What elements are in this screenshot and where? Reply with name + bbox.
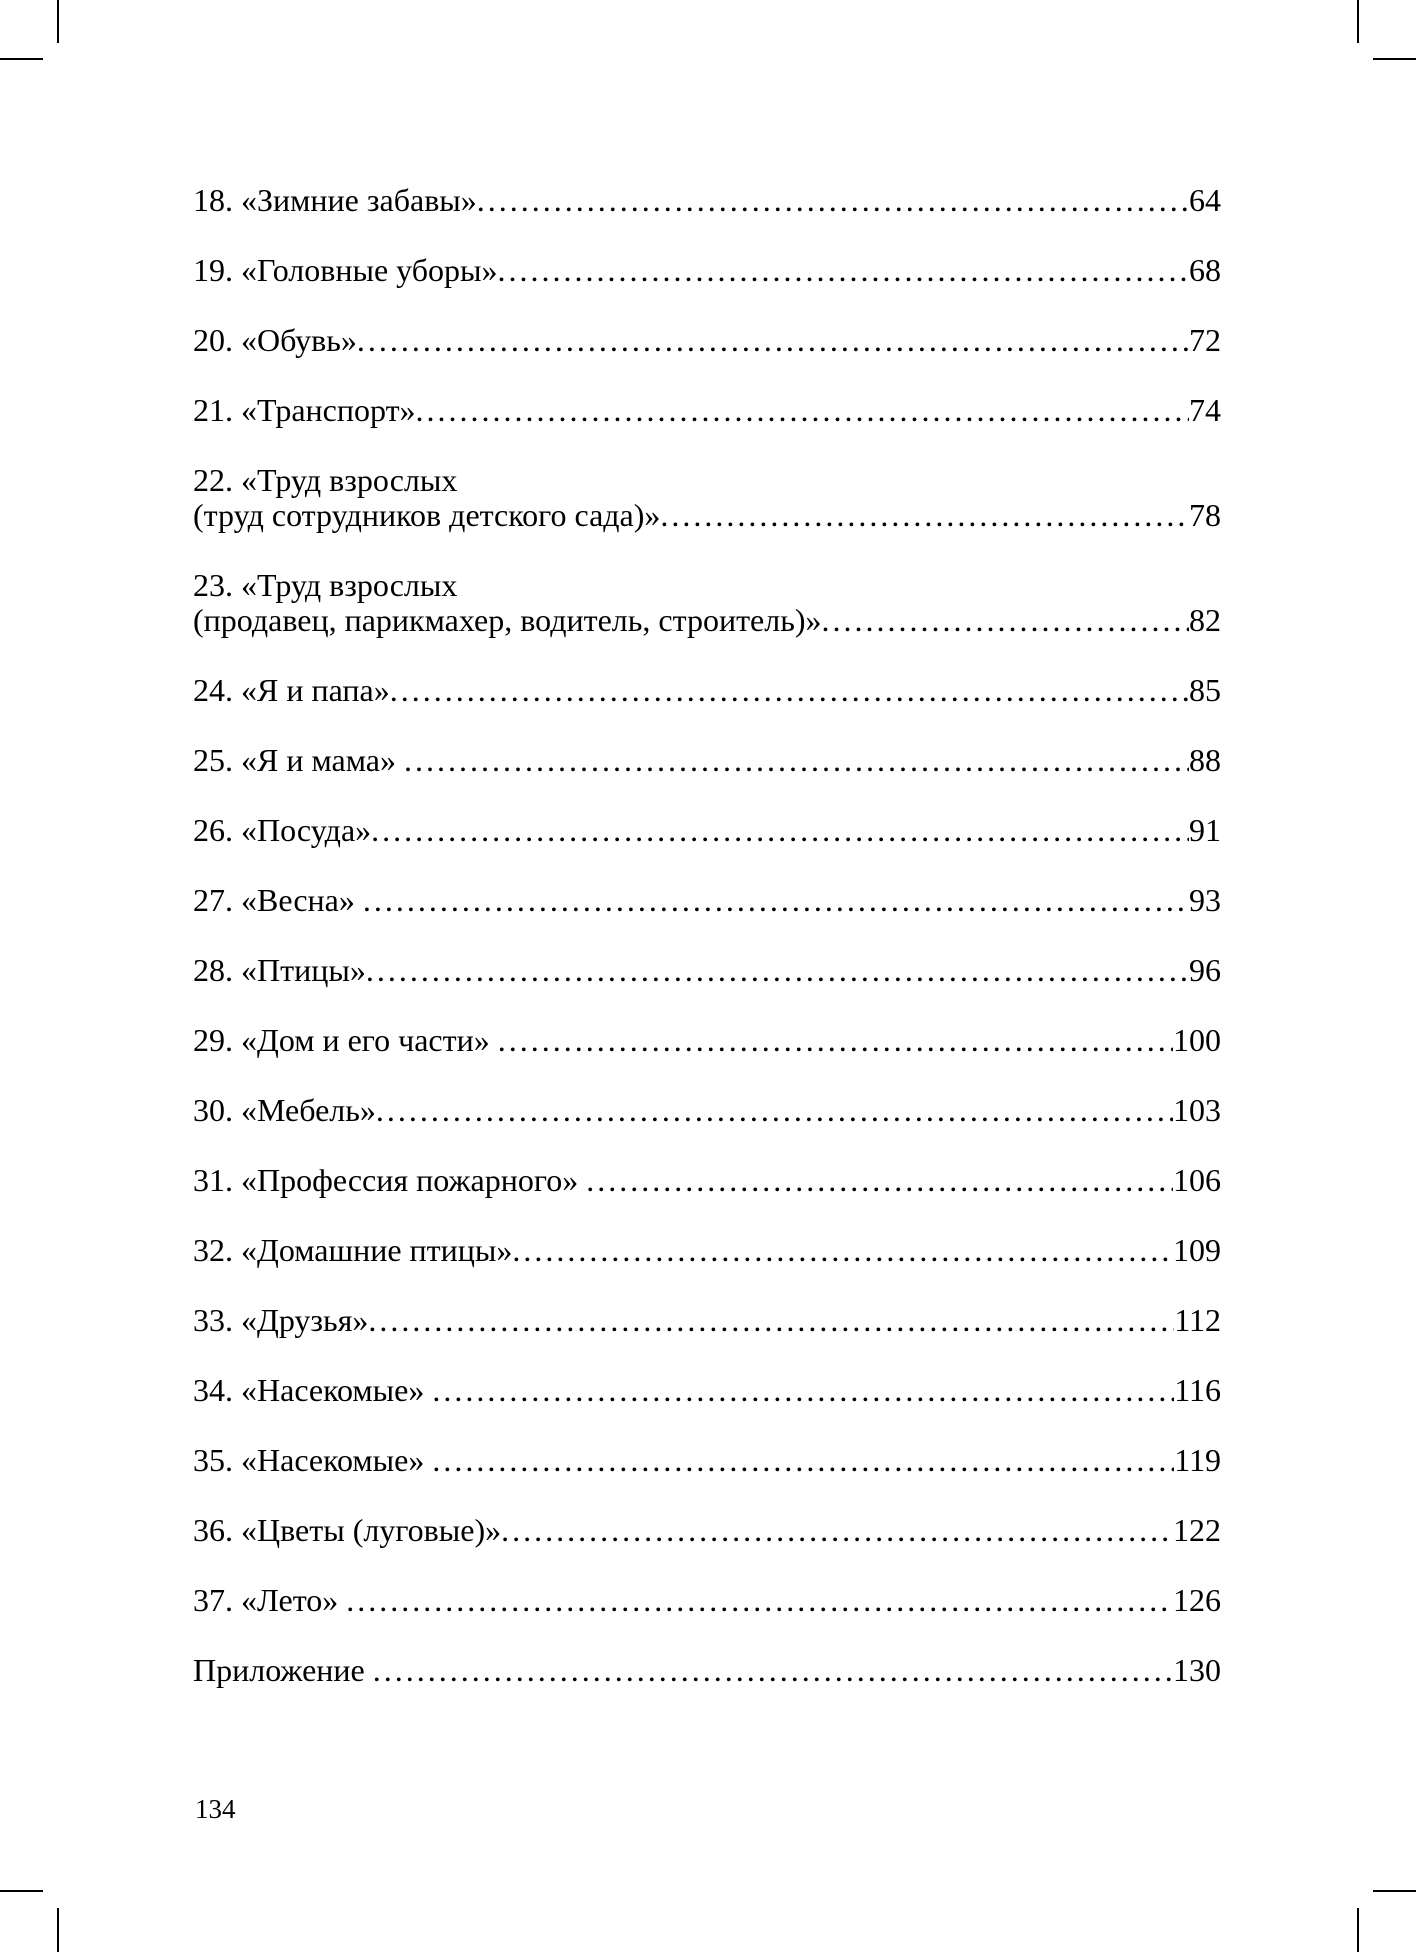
toc-dot-leader: [363, 883, 1189, 918]
toc-entry-row: [193, 1233, 1221, 1268]
toc-entry-title: 29. «Дом и его части»: [193, 1022, 498, 1058]
toc-entry-row: [193, 1513, 1221, 1548]
toc-dot-leader: [376, 1093, 1173, 1128]
toc-entry-row: [193, 183, 1221, 218]
toc-entry: [193, 568, 1221, 638]
crop-mark-top-right-horizontal: [1373, 58, 1416, 60]
toc-entry: [193, 953, 1221, 988]
toc-entry: [193, 1093, 1221, 1128]
toc-entry-title: 33. «Друзья»: [193, 1302, 369, 1338]
toc-entry-page: 78: [1189, 497, 1221, 533]
toc-entry: [193, 183, 1221, 218]
toc-dot-leader: [404, 743, 1189, 778]
toc-entry-line: 22. «Труд взрослых: [193, 462, 458, 498]
toc-dot-leader: [366, 953, 1189, 988]
crop-mark-bottom-left-vertical: [57, 1908, 59, 1952]
toc-entry-page: 109: [1173, 1232, 1221, 1268]
toc-entry: [193, 253, 1221, 288]
toc-dot-leader: [501, 1513, 1173, 1548]
toc-entry-row: [193, 323, 1221, 358]
toc-entry-row: [193, 1093, 1221, 1128]
toc-dot-leader: [432, 1373, 1174, 1408]
toc-entry-page: 116: [1174, 1372, 1221, 1408]
toc-entry: [193, 1443, 1221, 1478]
toc-entry-title: 18. «Зимние забавы»: [193, 182, 477, 218]
toc-dot-leader: [346, 1583, 1173, 1618]
toc-entry-page: 106: [1173, 1162, 1221, 1198]
toc-entry-row: [193, 253, 1221, 288]
toc-entry: [193, 1233, 1221, 1268]
toc-entry: [193, 1023, 1221, 1058]
toc-entry-row: [193, 1653, 1221, 1688]
toc-entry-row: [193, 603, 1221, 638]
toc-entry: [193, 813, 1221, 848]
toc-entry-title: 24. «Я и папа»: [193, 672, 390, 708]
toc-entry: [193, 323, 1221, 358]
toc-dot-leader: [357, 323, 1189, 358]
toc-entry-row: [193, 1303, 1221, 1338]
toc-dot-leader: [477, 183, 1189, 218]
crop-mark-top-right-vertical: [1357, 0, 1359, 43]
toc-entry-title: 32. «Домашние птицы»: [193, 1232, 513, 1268]
toc-dot-leader: [416, 393, 1189, 428]
toc-entry-page: 72: [1189, 322, 1221, 358]
toc-entry-page: 91: [1189, 812, 1221, 848]
toc-entry-row: [193, 813, 1221, 848]
toc-entry: [193, 1513, 1221, 1548]
toc-entry-page: 88: [1189, 742, 1221, 778]
toc-list: [193, 183, 1221, 1723]
toc-entry-row: [193, 673, 1221, 708]
toc-entry: [193, 1303, 1221, 1338]
toc-entry-page: 74: [1189, 392, 1221, 428]
toc-entry-page: 68: [1189, 252, 1221, 288]
toc-entry-row: [193, 953, 1221, 988]
toc-entry-page: 64: [1189, 182, 1221, 218]
crop-mark-bottom-left-horizontal: [0, 1890, 43, 1892]
toc-entry-row: [193, 1023, 1221, 1058]
toc-entry-page: 130: [1173, 1652, 1221, 1688]
toc-entry-page: 82: [1189, 602, 1221, 638]
toc-dot-leader: [373, 1653, 1173, 1688]
toc-entry-title: (труд сотрудников детского сада)»: [193, 497, 661, 533]
toc-dot-leader: [586, 1163, 1173, 1198]
toc-entry-title: 34. «Насекомые»: [193, 1372, 433, 1408]
toc-entry-page: 126: [1173, 1582, 1221, 1618]
toc-entry-page: 112: [1174, 1302, 1221, 1338]
toc-entry: [193, 1583, 1221, 1618]
toc-dot-leader: [498, 253, 1189, 288]
toc-entry-line: 23. «Труд взрослых: [193, 567, 458, 603]
crop-mark-bottom-right-vertical: [1357, 1908, 1359, 1952]
toc-entry: [193, 1653, 1221, 1688]
toc-entry: [193, 883, 1221, 918]
toc-entry-page: 96: [1189, 952, 1221, 988]
page-number: 134: [195, 1794, 236, 1824]
toc-dot-leader: [432, 1443, 1174, 1478]
crop-mark-top-left-horizontal: [0, 58, 43, 60]
toc-entry-page: 119: [1174, 1442, 1221, 1478]
toc-entry-title: 27. «Весна»: [193, 882, 363, 918]
toc-entry: [193, 1163, 1221, 1198]
toc-dot-leader: [660, 498, 1189, 533]
toc-entry-row: [193, 743, 1221, 778]
toc-entry-title: 35. «Насекомые»: [193, 1442, 433, 1478]
toc-entry-title: 20. «Обувь»: [193, 322, 357, 358]
toc-entry-row: [193, 1443, 1221, 1478]
toc-entry-title: (продавец, парикмахер, водитель, строитель)»: [193, 602, 822, 638]
toc-dot-leader: [371, 813, 1189, 848]
toc-entry-page: 100: [1173, 1022, 1221, 1058]
toc-entry-page: 85: [1189, 672, 1221, 708]
toc-entry-title: 28. «Птицы»: [193, 952, 366, 988]
toc-entry-row: [193, 1583, 1221, 1618]
toc-entry-title: 25. «Я и мама»: [193, 742, 404, 778]
toc-dot-leader: [498, 1023, 1173, 1058]
toc-entry-page: 93: [1189, 882, 1221, 918]
toc-entry-row: [193, 1373, 1221, 1408]
toc-entry: [193, 393, 1221, 428]
toc-entry-title: 37. «Лето»: [193, 1582, 347, 1618]
toc-entry-page: 103: [1173, 1092, 1221, 1128]
toc-entry: [193, 673, 1221, 708]
toc-entry-title: 19. «Головные уборы»: [193, 252, 498, 288]
toc-entry-title: Приложение: [193, 1652, 373, 1688]
toc-entry-row: [193, 883, 1221, 918]
crop-mark-top-left-vertical: [57, 0, 59, 43]
toc-entry-title: 26. «Посуда»: [193, 812, 372, 848]
toc-entry-title: 21. «Транспорт»: [193, 392, 416, 428]
toc-entry: [193, 1373, 1221, 1408]
toc-dot-leader: [821, 603, 1189, 638]
toc-entry: [193, 743, 1221, 778]
toc-entry-page: 122: [1173, 1512, 1221, 1548]
toc-entry-row: [193, 498, 1221, 533]
toc-entry-title: 36. «Цветы (луговые)»: [193, 1512, 502, 1548]
toc-entry-title: 31. «Профессия пожарного»: [193, 1162, 587, 1198]
toc-entry-row: [193, 1163, 1221, 1198]
toc-dot-leader: [368, 1303, 1174, 1338]
toc-entry-title: 30. «Мебель»: [193, 1092, 376, 1128]
toc-dot-leader: [512, 1233, 1173, 1268]
crop-mark-bottom-right-horizontal: [1373, 1890, 1416, 1892]
toc-dot-leader: [390, 673, 1189, 708]
toc-entry: [193, 463, 1221, 533]
toc-entry-row: [193, 393, 1221, 428]
